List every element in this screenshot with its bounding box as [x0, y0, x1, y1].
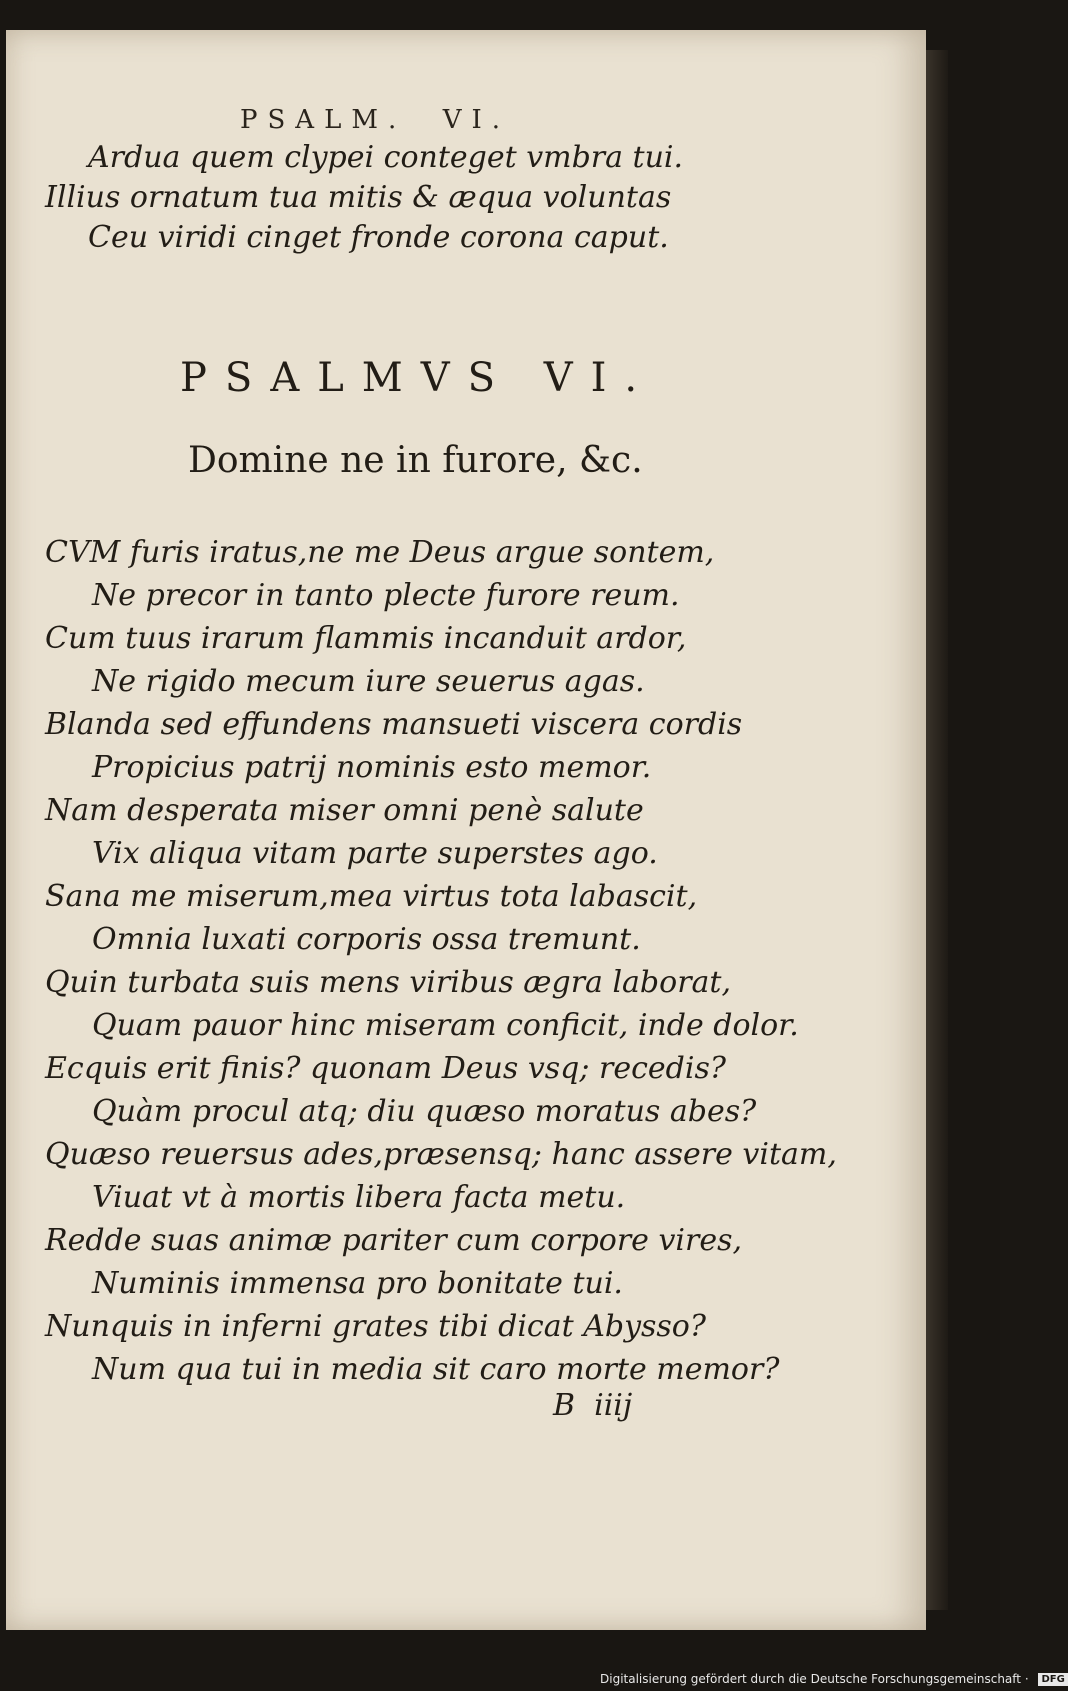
- verse-line: Blanda sed effundens mansueti viscera cordis: [45, 707, 743, 742]
- verse-line: Viuat vt à mortis libera facta metu.: [92, 1180, 626, 1215]
- verse-line: Sana me miserum,mea virtus tota labascit,: [45, 879, 698, 914]
- verse-line: Propicius patrij nominis esto memor.: [92, 750, 652, 785]
- psalm-title: PSALMVS VI.: [180, 355, 656, 401]
- verse-line: Cum tuus irarum flammis incanduit ardor,: [45, 621, 687, 656]
- verse-line: Ecquis erit finis? quonam Deus vsq; recedis?: [45, 1051, 726, 1086]
- verse-line: Ne rigido mecum iure seuerus agas.: [92, 664, 645, 699]
- signature-mark: B iiij: [553, 1388, 633, 1423]
- verse-line: Omnia luxati corporis ossa tremunt.: [92, 922, 641, 957]
- verse-line: Quin turbata suis mens viribus ægra laborat,: [45, 965, 732, 1000]
- verse-line: Vix aliqua vitam parte superstes ago.: [92, 836, 658, 871]
- dfg-logo: DFG: [1038, 1673, 1067, 1686]
- digitization-credit: [600, 1672, 1068, 1686]
- opening-line: Illius ornatum tua mitis & æqua voluntas: [45, 180, 672, 215]
- credit-text: Digitalisierung gefördert durch die Deutsche Forschungsgemeinschaft ·: [600, 1672, 1029, 1686]
- psalm-incipit: Domine ne in furore, &c.: [188, 440, 643, 481]
- verse-line: Quàm procul atq; diu quæso moratus abes?: [92, 1094, 757, 1129]
- page-edge: [926, 50, 948, 1610]
- verse-line: Quam pauor hinc miseram conficit, inde dolor.: [92, 1008, 799, 1043]
- book-page: [6, 30, 926, 1630]
- opening-line: Ardua quem clypei conteget vmbra tui.: [88, 140, 684, 175]
- verse-line: Num qua tui in media sit caro morte memor?: [92, 1352, 780, 1387]
- verse-line: Quæso reuersus ades,præsensq; hanc assere vitam,: [45, 1137, 837, 1172]
- verse-line: Redde suas animæ pariter cum corpore vires,: [45, 1223, 743, 1258]
- verse-line: CVM furis iratus,ne me Deus argue sontem,: [45, 535, 715, 570]
- verse-line: Ne precor in tanto plecte furore reum.: [92, 578, 680, 613]
- opening-line: Ceu viridi cinget fronde corona caput.: [88, 220, 669, 255]
- verse-line: Nunquis in inferni grates tibi dicat Abysso?: [45, 1309, 706, 1344]
- verse-line: Numinis immensa pro bonitate tui.: [92, 1266, 623, 1301]
- running-head: PSALM. VI.: [240, 105, 511, 135]
- verse-line: Nam desperata miser omni penè salute: [45, 793, 644, 828]
